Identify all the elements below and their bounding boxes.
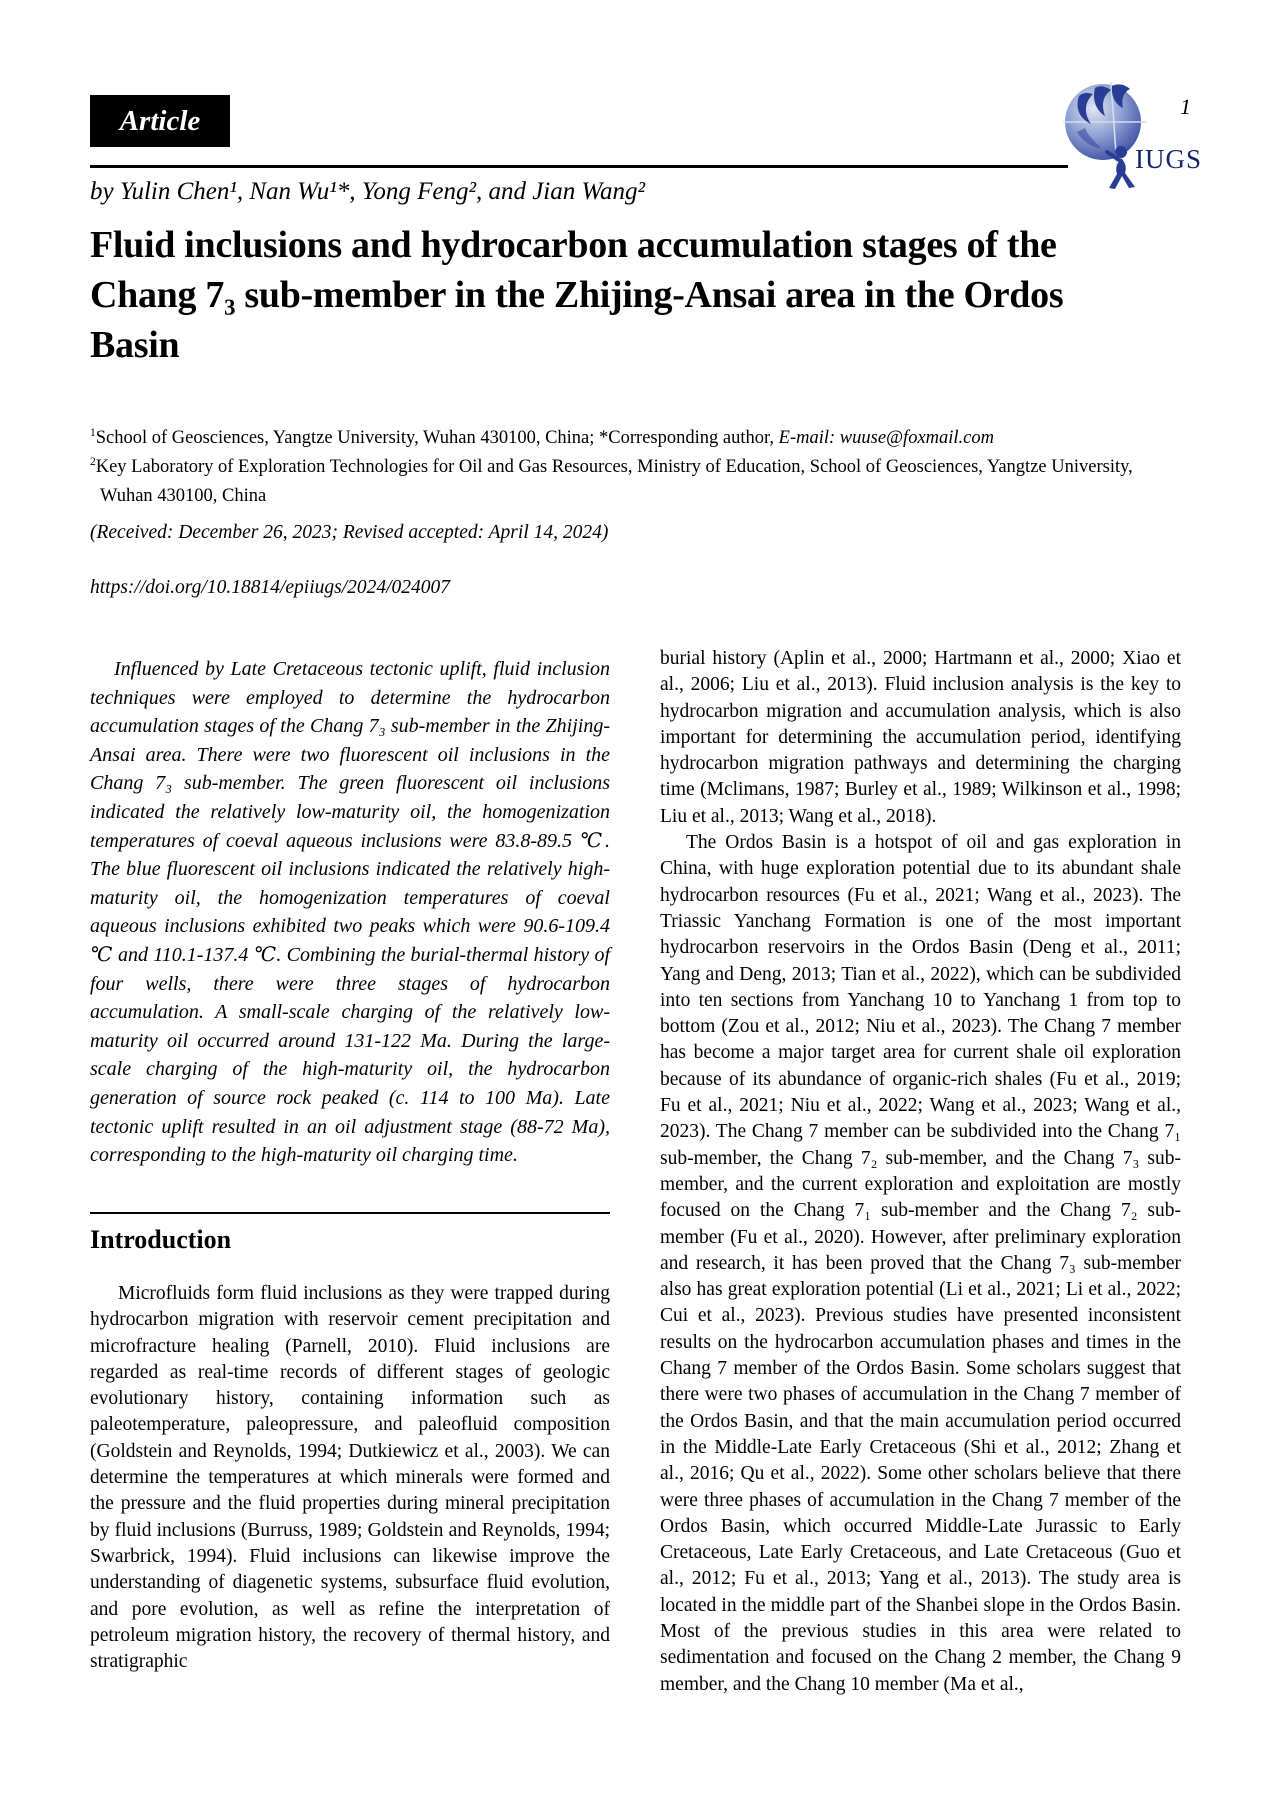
affiliation-1-marker: 1 — [90, 426, 96, 439]
paper-title-line-1: Fluid inclusions and hydrocarbon accumulation stages of the — [90, 224, 1057, 266]
introduction-paragraph-col2-continuation: burial history (Aplin et al., 2000; Hartmann et al., 2000; Xiao et al., 2006; Liu et al., 2013). Fluid inclusion analysis is the key to hydrocarbon migration and accumulation analysis, which is also important for determining the accumulation period, identifying hydrocarbon migration pathways and determining the charging time (Mclimans, 1987; Burley et al., 1989; Wilkinson et al., 1998; Liu et al., 2013; Wang et al., 2018). — [660, 648, 1181, 827]
authors-byline: by Yulin Chen¹, Nan Wu¹*, Yong Feng², and Jian Wang² — [90, 178, 646, 205]
section-divider-rule — [90, 1212, 610, 1214]
affiliation-2-continued — [90, 482, 1205, 511]
paper-title-line-3: Basin — [90, 324, 180, 366]
paper-title-line-2: Chang 7₃ sub-member in the Zhijing-Ansai area in the Ordos — [90, 274, 1064, 316]
introduction-paragraph-ordos-basin: The Ordos Basin is a hotspot of oil and gas exploration in China, with huge exploration potential due to its abundant shale hydrocarbon resources (Fu et al., 2021; Wang et al., 2023). The Triassic Yanchang Formation is one of the most important hydrocarbon reservoirs in the Ordos Basin (Deng et al., 2011; Yang and Deng, 2013; Tian et al., 2022), which can be subdivided into ten sections from Yanchang 10 to Yanchang 1 from top to bottom (Zou et al., 2012; Niu et al., 2023). The Chang 7 member has become a major target area for current shale oil exploration because of its abundance of organic-rich shales (Fu et al., 2019; Fu et al., 2021; Niu et al., 2022; Wang et al., 2023; Wang et al., 2023). The Chang 7 member can be subdivided into the Chang 7₁ sub-member, the Chang 7₂ sub-member, and the Chang 7₃ sub-member, and the current exploration and exploitation are mostly focused on the Chang 7₁ sub-member and the Chang 7₂ sub-member (Fu et al., 2020). However, after preliminary exploration and research, it has been proved that the Chang 7₃ sub-member also has great exploration potential (Li et al., 2021; Li et al., 2022; Cui et al., 2023). Previous studies have presented inconsistent results on the hydrocarbon accumulation phases and times in the Chang 7 member of the Ordos Basin. Some scholars suggest that there were two phases of accumulation in the Chang 7 member of the Ordos Basin, and that the main accumulation period occurred in the Middle-Late Early Cretaceous (Shi et al., 2012; Zhang et al., 2016; Qu et al., 2022). Some other scholars believe that there were three phases of accumulation in the Chang 7 member of the Ordos Basin, which occurred Middle-Late Jurassic to Early Cretaceous, Late Early Cretaceous, and Late Cretaceous (Guo et al., 2012; Fu et al., 2013; Yang et al., 2013). The study area is located in the middle part of the Shanbei slope in the Ordos Basin. Most of the previous studies in this area were related to sedimentation and focused on the Chang 2 member, the Chang 9 member, and the Chang 10 member (Ma et al., — [660, 832, 1181, 1695]
paper-title — [90, 220, 1200, 370]
affiliation-2 — [90, 453, 1205, 482]
right-column — [660, 646, 1181, 1698]
received-revised-dates: (Received: December 26, 2023; Revised accepted: April 14, 2024) — [90, 522, 609, 543]
affiliation-2-text-continued: Wuhan 430100, China — [100, 486, 267, 506]
left-column — [90, 655, 610, 1673]
page-number: 1 — [1180, 94, 1191, 119]
affiliation-1-text: School of Geosciences, Yangtze University, Wuhan 430100, China; *Corresponding author, — [95, 428, 779, 448]
globe-icon — [1035, 70, 1210, 195]
affiliation-2-text: Key Laboratory of Exploration Technologies for Oil and Gas Resources, Ministry of Education, School of Geosciences, Yangtze University, — [95, 457, 1133, 477]
affiliations — [90, 424, 1205, 511]
logo-text: IUGS — [1135, 144, 1203, 174]
atlas-figure — [1107, 146, 1135, 189]
header-rule — [90, 165, 1068, 168]
introduction-heading: Introduction — [90, 1225, 232, 1254]
abstract-paragraph: Influenced by Late Cretaceous tectonic uplift, fluid inclusion techniques were employed to determine the hydrocarbon accumulation stages of the Chang 7₃ sub-member in the Zhijing-Ansai area. There were two fluorescent oil inclusions in the Chang 7₃ sub-member. The green fluorescent oil inclusions indicated the relatively low-maturity oil, the homogenization temperatures of coeval aqueous inclusions were 83.8-89.5 ℃. The blue fluorescent oil inclusions indicated the relatively high-maturity oil, the homogenization temperatures of coeval aqueous inclusions exhibited two peaks which were 90.6-109.4 ℃ and 110.1-137.4 ℃. Combining the burial-thermal history of four wells, there were three stages of hydrocarbon accumulation. A small-scale charging of the relatively low-maturity oil occurred around 131-122 Ma. During the large-scale charging of the high-maturity oil, the hydrocarbon generation of source rock peaked (c. 114 to 100 Ma). Late tectonic uplift resulted in an oil adjustment stage (88-72 Ma), corresponding to the high-maturity oil charging time. — [90, 658, 610, 1167]
affiliation-2-marker: 2 — [90, 455, 96, 468]
doi-link[interactable]: https://doi.org/10.18814/epiiugs/2024/024007 — [90, 577, 451, 598]
iugs-logo — [1035, 70, 1210, 195]
corresponding-email: E-mail: wuuse@foxmail.com — [778, 428, 994, 448]
article-type-label: Article — [119, 104, 201, 137]
affiliation-1 — [90, 424, 1205, 453]
article-type-badge — [90, 95, 230, 147]
introduction-paragraph-col1: Microfluids form fluid inclusions as they were trapped during hydrocarbon migration with reservoir cement precipitation and microfracture healing (Parnell, 2010). Fluid inclusions are regarded as real-time records of different stages of geologic evolutionary history, containing information such as paleotemperature, paleopressure, and paleofluid composition (Goldstein and Reynolds, 1994; Dutkiewicz et al., 2003). We can determine the temperatures at which minerals were formed and the pressure and the fluid properties during mineral precipitation by fluid inclusions (Burruss, 1989; Goldstein and Reynolds, 1994; Swarbrick, 1994). Fluid inclusions can likewise improve the understanding of diagenetic systems, subsurface fluid evolution, and pore evolution, as well as refine the interpretation of petroleum migration history, the recovery of thermal history, and stratigraphic — [90, 1283, 610, 1673]
